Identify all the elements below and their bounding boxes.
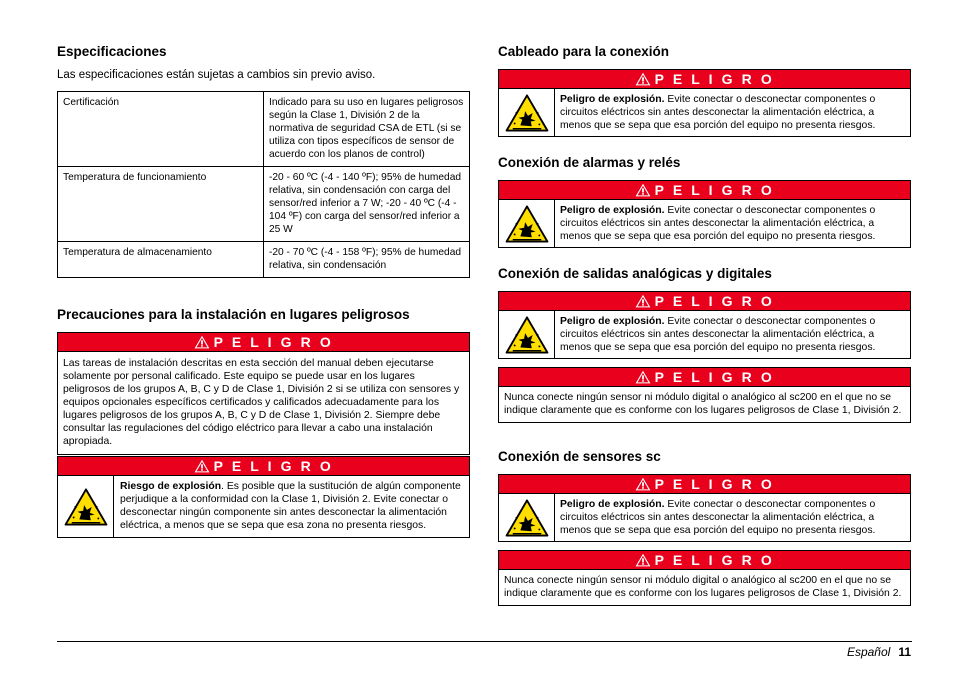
danger-text bbox=[555, 494, 910, 541]
precauciones-heading: Precauciones para la instalación en lugares peligrosos bbox=[57, 307, 410, 322]
sensores-heading: Conexión de sensores sc bbox=[498, 449, 661, 464]
danger-text bbox=[555, 311, 910, 358]
danger-rest: Evite conectar o desconectar componentes o circuitos eléctricos sin antes desconectar la alimentación eléctrica, a menos que se sepa que esa porción del equipo no presenta riesgos. bbox=[560, 205, 876, 242]
danger-box-explosion-risk bbox=[57, 456, 470, 538]
warning-triangle-icon bbox=[635, 294, 651, 308]
danger-text: Nunca conecte ningún sensor ni módulo digital o analógico al sc200 en el que no se indique claramente que es conforme con los lugares peligrosos de Clase 1, División 2. bbox=[504, 392, 902, 416]
danger-banner bbox=[499, 551, 910, 570]
spec-value: Indicado para su uso en lugares peligrosos según la Clase 1, División 2 de la normativa de seguridad CSA de ETL (si se utiliza con tipos específicos de sensor de acuerdo con los planos de control) bbox=[264, 92, 470, 167]
danger-banner bbox=[58, 333, 469, 352]
explosion-icon-cell bbox=[499, 494, 555, 541]
warning-triangle-icon bbox=[635, 183, 651, 197]
explosion-hazard-icon bbox=[505, 499, 549, 537]
danger-bold: Peligro de explosión. bbox=[560, 94, 665, 105]
warning-triangle-icon bbox=[194, 459, 210, 473]
explosion-icon-cell bbox=[58, 476, 114, 537]
danger-text: Nunca conecte ningún sensor ni módulo digital o analógico al sc200 en el que no se indique claramente que es conforme con los lugares peligrosos de Clase 1, División 2. bbox=[504, 575, 902, 599]
danger-box-alarmas bbox=[498, 180, 911, 248]
danger-label: P E L I G R O bbox=[654, 476, 775, 492]
danger-label: P E L I G R O bbox=[213, 334, 334, 350]
warning-triangle-icon bbox=[194, 335, 210, 349]
spec-key: Certificación bbox=[58, 92, 264, 167]
danger-label: P E L I G R O bbox=[654, 182, 775, 198]
explosion-hazard-icon bbox=[505, 316, 549, 354]
spec-note: Las especificaciones están sujetas a cambios sin previo aviso. bbox=[57, 69, 376, 81]
salidas-heading: Conexión de salidas analógicas y digitales bbox=[498, 266, 772, 281]
especificaciones-heading: Especificaciones bbox=[57, 44, 167, 59]
danger-label: P E L I G R O bbox=[654, 293, 775, 309]
explosion-hazard-icon bbox=[505, 94, 549, 132]
spec-value: -20 - 60 ºC (-4 - 140 ºF); 95% de humedad relativa, sin condensación con carga del sensor/red inferior a 7 W; -20 - 40 ºC (-4 - 104 ºF) con carga del sensor/red inferior a 25 W bbox=[264, 167, 470, 242]
danger-text bbox=[555, 200, 910, 247]
explosion-icon-cell bbox=[499, 311, 555, 358]
danger-bold: Riesgo de explosión bbox=[120, 481, 222, 492]
alarmas-heading: Conexión de alarmas y relés bbox=[498, 155, 681, 170]
warning-triangle-icon bbox=[635, 370, 651, 384]
danger-box-sensores-sensor bbox=[498, 550, 911, 606]
page-footer bbox=[847, 645, 911, 659]
danger-label: P E L I G R O bbox=[654, 369, 775, 385]
warning-triangle-icon bbox=[635, 477, 651, 491]
danger-rest: Evite conectar o desconectar componentes o circuitos eléctricos sin antes desconectar la alimentación eléctrica, a menos que se sepa que esa porción del equipo no presenta riesgos. bbox=[560, 499, 876, 536]
spec-key: Temperatura de funcionamiento bbox=[58, 167, 264, 242]
danger-body bbox=[499, 311, 910, 358]
danger-rest: Evite conectar o desconectar componentes o circuitos eléctricos sin antes desconectar la alimentación eléctrica, a menos que se sepa que esa porción del equipo no presenta riesgos. bbox=[560, 316, 876, 353]
danger-bold: Peligro de explosión. bbox=[560, 316, 665, 327]
warning-triangle-icon bbox=[635, 553, 651, 567]
danger-body bbox=[499, 200, 910, 247]
danger-box-cableado bbox=[498, 69, 911, 137]
danger-bold: Peligro de explosión. bbox=[560, 499, 665, 510]
danger-text bbox=[114, 476, 469, 537]
table-row bbox=[58, 167, 470, 242]
danger-box-salidas-sensor bbox=[498, 367, 911, 423]
warning-triangle-icon bbox=[635, 72, 651, 86]
explosion-icon-cell bbox=[499, 89, 555, 136]
footer-rule bbox=[57, 641, 912, 642]
cableado-heading: Cableado para la conexión bbox=[498, 44, 670, 59]
danger-body bbox=[499, 89, 910, 136]
footer-language: Español bbox=[846, 645, 891, 659]
page-number: 11 bbox=[898, 645, 911, 659]
danger-text: Las tareas de instalación descritas en esta sección del manual deben ejecutarse solamente por personal calificado. Este equipo se puede usar en los lugares peligrosos de los grupos A, B, C y D de Clase 1, División 2 si se utiliza con sensores y equipos opcionales específicos certificados y calificados adecuadamente para los lugares peligrosos de los grupos A, B, C y D de Clase 1, División 2. Siempre debe consultar las regulaciones del código eléctrico para llevar a cabo una instalación apropiada. bbox=[63, 358, 460, 447]
danger-banner bbox=[499, 181, 910, 200]
danger-box-sensores bbox=[498, 474, 911, 542]
spec-value: -20 - 70 ºC (-4 - 158 ºF); 95% de humedad relativa, sin condensación bbox=[264, 242, 470, 278]
explosion-hazard-icon bbox=[64, 488, 108, 526]
danger-banner bbox=[499, 70, 910, 89]
explosion-hazard-icon bbox=[505, 205, 549, 243]
danger-box-salidas bbox=[498, 291, 911, 359]
danger-banner bbox=[499, 368, 910, 387]
danger-banner bbox=[58, 457, 469, 476]
danger-bold: Peligro de explosión. bbox=[560, 205, 665, 216]
danger-rest: . Es posible que la sustitución de algún componente perjudique a la conformidad con la Clase 1, División 2. Evite conectar o desconectar ningún componente sin antes desconectar la alimentación eléctrica, a menos que se sepa que esa zona no presenta riesgos. bbox=[120, 481, 461, 531]
danger-label: P E L I G R O bbox=[654, 71, 775, 87]
danger-label: P E L I G R O bbox=[654, 552, 775, 568]
danger-label: P E L I G R O bbox=[213, 458, 334, 474]
danger-rest: Evite conectar o desconectar componentes o circuitos eléctricos sin antes desconectar la alimentación eléctrica, a menos que se sepa que esa porción del equipo no presenta riesgos. bbox=[560, 94, 876, 131]
explosion-icon-cell bbox=[499, 200, 555, 247]
danger-box-installation bbox=[57, 332, 470, 455]
danger-body bbox=[58, 476, 469, 537]
spec-table bbox=[57, 91, 470, 278]
danger-body bbox=[499, 494, 910, 541]
danger-text bbox=[555, 89, 910, 136]
spec-key: Temperatura de almacenamiento bbox=[58, 242, 264, 278]
table-row bbox=[58, 242, 470, 278]
danger-banner bbox=[499, 292, 910, 311]
danger-banner bbox=[499, 475, 910, 494]
table-row bbox=[58, 92, 470, 167]
